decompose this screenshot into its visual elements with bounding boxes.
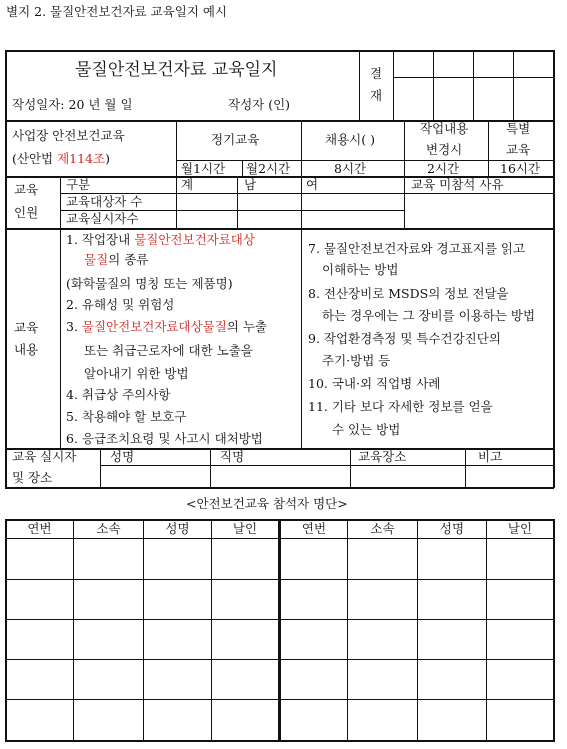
hours-change: 2시간: [427, 161, 460, 176]
personnel-label-l2: 인원: [14, 205, 39, 220]
instructor-label-l1: 교육 실시자: [12, 449, 77, 464]
list-item: 6. 응급조치요령 및 사고시 대처방법: [66, 431, 263, 446]
writer-field: 작성자 (인): [228, 97, 291, 112]
instructor-label-l2: 및 장소: [12, 470, 53, 485]
written-date: 작성일자: 20 년 월 일: [12, 97, 133, 112]
list-item: 주기·방법 등: [322, 353, 391, 368]
edu-type-change-l1: 작업내용: [420, 121, 469, 136]
approval-label-2: 재: [370, 88, 383, 103]
list-item: (화학물질의 명칭 또는 제품명): [66, 276, 233, 291]
list-item: 7. 물질안전보건자료와 경고표지를 읽고: [308, 241, 526, 256]
edu-basis-line2: (산안법 제114조): [12, 151, 110, 166]
attendee-header-no-2: 연번: [301, 521, 327, 536]
personnel-attendees: 교육실시자수: [66, 211, 139, 226]
personnel-targets: 교육대상자 수: [66, 194, 143, 209]
list-item: 5. 착용해야 할 보호구: [66, 409, 187, 424]
content-label-l2: 내용: [14, 342, 39, 357]
list-item: 이해하는 방법: [322, 262, 399, 277]
personnel-total: 계: [181, 177, 194, 192]
form-title: 물질안전보건자료 교육일지: [75, 60, 278, 80]
hours-monthly1: 월1시간: [181, 161, 226, 176]
edu-type-regular: 정기교육: [211, 132, 260, 147]
edu-type-change-l2: 변경시: [426, 142, 463, 157]
edu-basis-law-ref: 제114조: [57, 151, 106, 166]
edu-basis-line1: 사업장 안전보건교육: [12, 128, 125, 143]
content-label-l1: 교육: [14, 320, 39, 335]
list-item: 8. 전산장비로 MSDS의 정보 전달을: [308, 286, 509, 301]
hours-special: 16시간: [500, 161, 541, 176]
list-item: 수 있는 방법: [332, 422, 401, 437]
list-item: 하는 경우에는 그 장비를 이용하는 방법: [322, 308, 536, 323]
instructor-name-header: 성명: [110, 449, 135, 464]
list-item: 알아내기 위한 방법: [84, 366, 189, 381]
header-note: 별지 2. 물질안전보건자료 교육일지 예시: [6, 4, 228, 19]
absence-reason-header: 교육 미참석 사유: [411, 177, 504, 192]
list-item: 1. 작업장내 물질안전보건자료대상: [66, 232, 255, 247]
attendee-list-title: <안전보건교육 참석자 명단>: [186, 496, 348, 511]
instructor-position-header: 직명: [220, 449, 245, 464]
edu-type-special-l2: 교육: [506, 142, 531, 157]
hours-hire: 8시간: [334, 161, 367, 176]
edu-type-hire: 채용시( ): [325, 132, 375, 147]
hours-monthly2: 월2시간: [246, 161, 291, 176]
personnel-label-l1: 교육: [14, 182, 39, 197]
list-item: 물질의 종류: [84, 252, 149, 267]
list-item: 11. 기타 보다 자세한 정보를 얻을: [308, 399, 493, 414]
edu-place-header: 교육장소: [358, 449, 407, 464]
personnel-male: 남: [244, 177, 257, 192]
attendee-header-name-1: 성명: [165, 521, 190, 536]
personnel-division: 구분: [66, 177, 91, 192]
remarks-header: 비고: [478, 449, 503, 464]
personnel-female: 여: [306, 177, 319, 192]
list-item: 또는 취급근로자에 대한 노출을: [84, 343, 253, 358]
attendee-header-name-2: 성명: [439, 521, 465, 536]
edu-type-special-l1: 특별: [506, 121, 531, 136]
list-item: 9. 작업환경측정 및 특수건강진단의: [308, 331, 501, 346]
attendee-header-seal-1: 날인: [232, 521, 258, 536]
attendee-header-dept-1: 소속: [96, 521, 121, 536]
approval-label-1: 결: [370, 66, 383, 81]
list-item: 4. 취급상 주의사항: [66, 387, 171, 402]
attendee-header-no-1: 연번: [27, 521, 52, 536]
attendee-header-dept-2: 소속: [370, 521, 395, 536]
list-item: 2. 유해성 및 위험성: [66, 297, 175, 312]
list-item: 10. 국내·외 직업병 사례: [308, 376, 441, 391]
attendee-header-seal-2: 날인: [507, 521, 533, 536]
list-item: 3. 물질안전보건자료대상물질의 누출: [66, 319, 268, 334]
